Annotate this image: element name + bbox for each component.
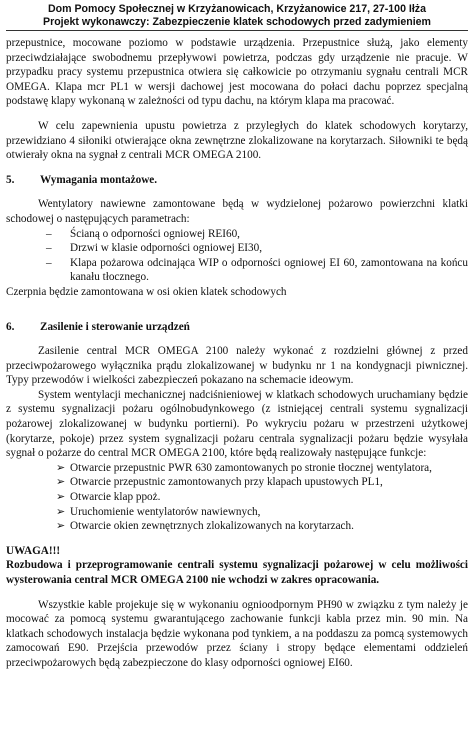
list-item: – Klapa pożarowa odcinająca WIP o odporności ogniowej EI 60, zamontowana na końcu kanału tłocznego. [46, 256, 468, 284]
header-divider [6, 30, 468, 31]
list-item: ➢ Uruchomienie wentylatorów nawiewnych, [56, 505, 261, 518]
arrow-bullet-icon: ➢ [56, 461, 66, 474]
document-body [6, 36, 468, 671]
arrow-bullet-icon: ➢ [56, 476, 66, 489]
intro-paragraph-1: przepustnice, mocowane poziomo w podstawie urządzenia. Przepustnice służą, jako elementy przeciwdziałające swobodnemu przepływowi powietrza, podczas gdy urządzenie nie pracuje. W przypadku pracy systemu przepustnica otwiera się całkowicie po otrzymaniu sygnału centrali MCR OMEGA. Klapa mcr PL1 w wersji dachowej jest mocowana do połaci dachu poprzez specjalną podstawę klapy wykonaną w zależności od typu dachu, na którym klapa ma pracować. [6, 37, 468, 108]
warning-text: Rozbudowa i przeprogramowanie centrali systemu sygnalizacji pożarowej w celu możliwości wysterowania central MCR OMEGA 2100 nie wchodzi w zakres opracowania. [6, 559, 468, 586]
arrow-bullet-icon: ➢ [56, 505, 66, 518]
list-item: ➢ Otwarcie przepustnic zamontowanych przy klapach upustowych PL1, [56, 476, 383, 489]
dash-bullet: – [46, 256, 52, 269]
document-header [8, 3, 466, 29]
list-item: – Ścianą o odporności ogniowej REI60, [46, 227, 240, 240]
warning-title: UWAGA!!! [6, 544, 61, 557]
dash-bullet: – [46, 227, 52, 240]
header-project-title: Projekt wykonawczy: Zabezpieczenie klatek schodowych przed zadymieniem [43, 16, 431, 28]
arrow-bullet-icon: ➢ [56, 520, 66, 533]
list-item: ➢ Otwarcie okien zewnętrznych zlokalizowanych na korytarzach. [56, 520, 354, 533]
section-5-paragraph-1: Wentylatory nawiewne zamontowane będą w wydzielonej pożarowo powierzchni klatki schodowej o następujących parametrach: [6, 198, 468, 225]
section-5-paragraph-2: Czerpnia będzie zamontowana w osi okien klatek schodowych [6, 285, 287, 298]
section-6-functions-list [6, 461, 468, 534]
section-5-title: Wymagania montażowe. [40, 173, 158, 186]
intro-paragraph-2: W celu zapewnienia upustu powietrza z przyległych do klatek schodowych korytarzy, przewidziano 4 siłoniki otwierające okna zewnętrzne zlokalizowane na korytarzach. Siłowniki te będą otwierały okna na sygnał z centrali MCR OMEGA 2100. [6, 119, 468, 162]
list-item: – Drzwi w klasie odporności ogniowej EI30, [46, 242, 263, 255]
section-6-heading [6, 320, 468, 335]
section-5-requirements-list [6, 227, 468, 285]
section-6-paragraph-3: Wszystkie kable projekuje się w wykonaniu ognioodpornym PH90 w związku z tym należy je mocować za pomocą systemu gwarantującego zachowanie funkcji kabla przez min. 90 min. Na klatkach schodowych instalacja będzie wykonana pod tynkiem, a na poddaszu za pomcą systemowych zamocowań E90. Przejścia przewodów przez ściany i stropy będące elementami oddzieleń przeciwpożarowych będą zabezpieczone do klasy odporności ogniowej EI60. [6, 598, 468, 669]
section-5-number: 5. [6, 173, 15, 186]
list-item: ➢ Otwarcie klap ppoż. [56, 491, 161, 504]
section-6-paragraph-1: Zasilenie central MCR OMEGA 2100 należy wykonać z rozdzielni głównej z przed przeciwpożarowego wyłącznika prądu zlokalizowanej w budynku nr 1 na kondygnacji piwnicznej. Typy przewodów i wielkości zabezpieczeń pokazano na schemacie ideowym. [6, 345, 468, 387]
section-6-number: 6. [6, 320, 15, 333]
header-address: Dom Pomocy Społecznej w Krzyżanowicach, Krzyżanowice 217, 27-100 Iłża [48, 3, 426, 15]
list-item: ➢ Otwarcie przepustnic PWR 630 zamontowanych po stronie tłocznej wentylatora, [56, 461, 432, 474]
arrow-bullet-icon: ➢ [56, 491, 66, 504]
section-6-title: Zasilenie i sterowanie urządzeń [40, 320, 190, 333]
dash-bullet: – [46, 242, 52, 255]
section-5-heading [6, 173, 468, 188]
section-6-paragraph-2: System wentylacji mechanicznej nadciśnieniowej w klatkach schodowych uruchamiany będzie z systemu sygnalizacji pożaru ogólnobudynkowego (z istniejącej centrali systemu sygnalizacji pożarowej zlokalizowanej w budynku portierni). Po wykryciu pożaru w przestrzeni użytkowej (korytarze, pokoje) przez system sygnalizacji pożaru centrala sygnalizacji pożaru będzie wysyłała sygnał o pożarze do central MCR OMEGA 2100, które będą realizowały następujące funkcje: [6, 388, 468, 460]
